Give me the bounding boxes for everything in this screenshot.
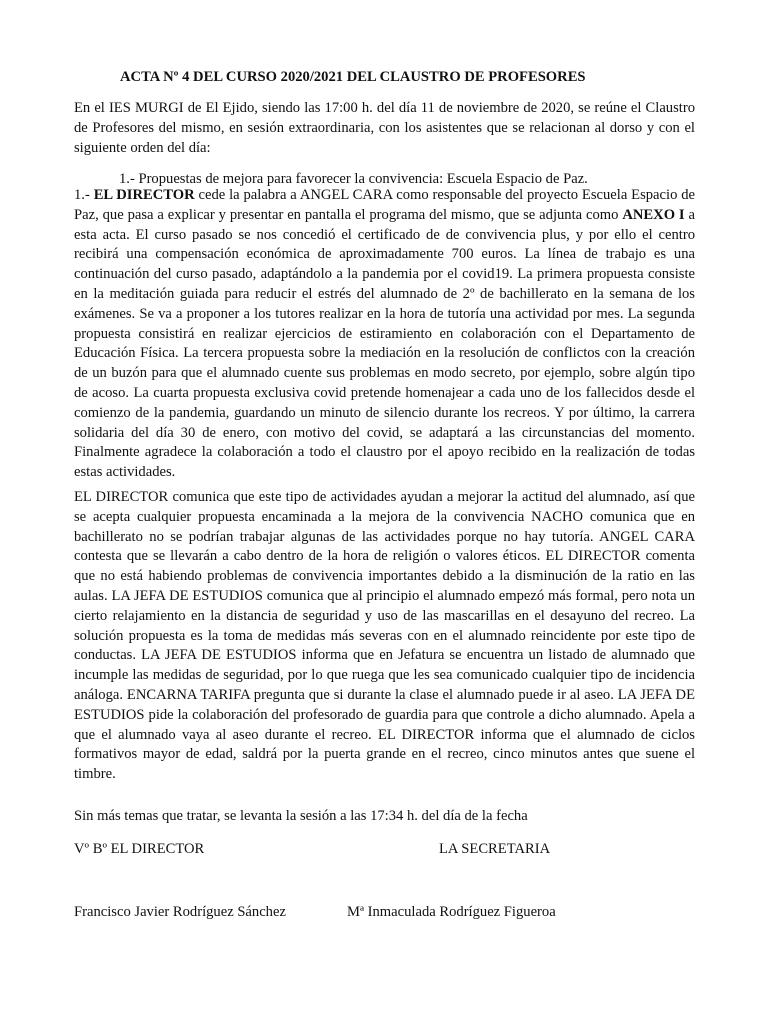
annex-reference: ANEXO I	[622, 206, 685, 223]
document-title: ACTA Nº 4 DEL CURSO 2020/2021 DEL CLAUSTRO DE PROFESORES	[120, 69, 586, 85]
agenda-item: 1.- Propuestas de mejora para favorecer la convivencia: Escuela Espacio de Paz.	[119, 171, 588, 187]
point-text-a: cede la palabra a ANGEL CARA como responsable del proyecto Escuela Espacio de Paz, que pasa a explicar y presentar en pantalla el programa del mismo, que se adjunta como	[74, 187, 696, 223]
signature-label-director: Vº Bº EL DIRECTOR	[74, 841, 205, 857]
closing-statement: Sin más temas que tratar, se levanta la sesión a las 17:34 h. del día de la fecha	[74, 808, 528, 824]
signature-name-secretary: Mª Inmaculada Rodríguez Figueroa	[347, 904, 556, 920]
signature-label-secretary: LA SECRETARIA	[439, 841, 551, 857]
signature-name-director: Francisco Javier Rodríguez Sánchez	[74, 904, 286, 920]
point-number: 1.-	[74, 187, 94, 203]
point-1-paragraph	[74, 186, 695, 483]
point-text-b: a esta acta. El curso pasado se nos concedió el certificado de de convivencia plus, y por ello el centro recibirá una compensación económica de aproximadamente 700 euros. La línea de trabajo es una continuación del curso pasado, adaptándolo a la pandemia por el covid19. La primera propuesta consiste en la meditación guiada para reducir el estrés del alumnado de 2º de bachillerato en la semana de los exámenes. Se va a proponer a los tutores realizar en la hora de tutoría una actividad por mes. La segunda propuesta consistirá en realizar ejercicios de estiramiento en colaboración con el Departamento de Educación Física. La tercera propuesta sobre la mediación en la resolución de conflictos con la creación de un buzón para que el alumnado cuente sus problemas en modo secreto, por ejemplo, sobre algún tipo de acoso. La cuarta propuesta exclusiva covid pretende homenajear a cada uno de los fallecidos desde el comienzo de la pandemia, guardando un minuto de silencio durante los recreos. Y por último, la carrera solidaria del día 30 de enero, con motivo del covid, se adaptará a las circunstancias del momento. Finalmente agradece la colaboración a todo el claustro por el apoyo recibido en la realización de todas estas actividades.	[74, 206, 695, 481]
discussion-paragraph: EL DIRECTOR comunica que este tipo de actividades ayudan a mejorar la actitud del alumnado, así que se acepta cualquier propuesta encaminada a la mejora de la convivencia NACHO comunica que en bachillerato no se podrían trabajar algunas de las actividades porque no hay tutoría. ANGEL CARA contesta que se llevarán a cabo dentro de la hora de religión o valores éticos. EL DIRECTOR comenta que no está habiendo problemas de convivencia importantes debido a la disminución de la ratio en las aulas. LA JEFA DE ESTUDIOS comunica que al principio el alumnado empezó más formal, pero nota un cierto relajamiento en la distancia de seguridad y uso de las mascarillas en el desayuno del recreo. La solución propuesta es la toma de medidas más severas con en el alumnado reincidente por este tipo de conductas. LA JEFA DE ESTUDIOS informa que en Jefatura se encuentra un listado de alumnado que incumple las medidas de seguridad, por lo que ruega que les sea comunicado cualquier tipo de incidencia análoga. ENCARNA TARIFA pregunta que si durante la clase el alumnado puede ir al aseo. LA JEFA DE ESTUDIOS pide la colaboración del profesorado de guardia para que controle a dicho alumnado. Apela a que el alumnado vaya al aseo durante el recreo. EL DIRECTOR informa que el alumnado de ciclos formativos mayor de edad, saldrá por la puerta grande en el recreo, cinco minutos antes que suene el timbre.	[74, 489, 695, 783]
intro-paragraph: En el IES MURGI de El Ejido, siendo las 17:00 h. del día 11 de noviembre de 2020, se reúne el Claustro de Profesores del mismo, en sesión extraordinaria, con los asistentes que se relacionan al dorso y con el siguiente orden del día:	[74, 100, 695, 156]
speaker-director: EL DIRECTOR	[93, 187, 195, 203]
